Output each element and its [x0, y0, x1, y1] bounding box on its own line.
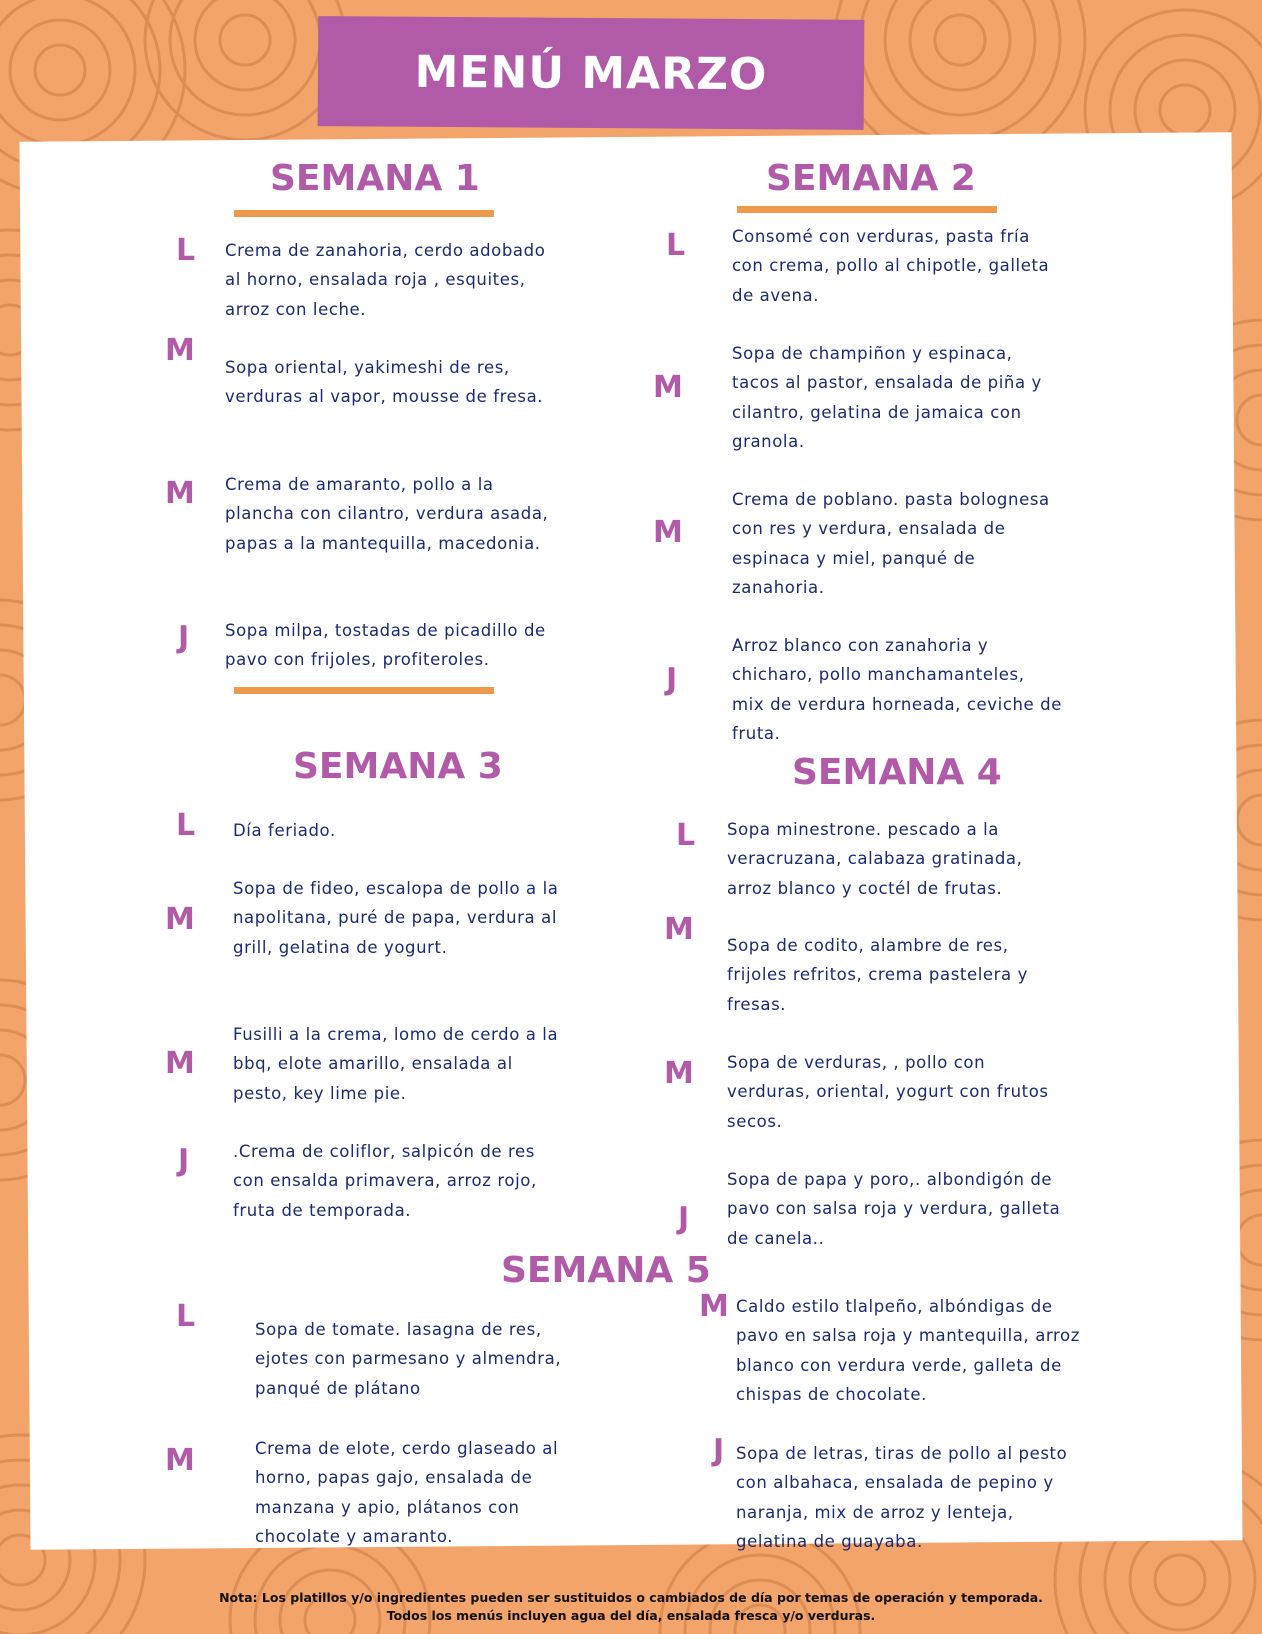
week-4-thursday-dishes: Sopa de papa y poro,. albondigón de pavo con salsa roja y verdura, galleta de canela.. — [727, 1170, 1061, 1248]
week-1-bottom-divider — [234, 687, 494, 694]
week-3-thursday-dishes: .Crema de coliflor, salpicón de res con ensalda primavera, arroz rojo, fruta de temporada. — [233, 1142, 537, 1220]
week-4-day-thursday: J — [678, 1201, 690, 1236]
week-3-wednesday-dishes: Fusilli a la crema, lomo de cerdo a la bbq, elote amarillo, ensalada al pesto, key lime pie. — [233, 1025, 559, 1103]
week-5-day-wednesday: M — [699, 1289, 729, 1324]
week-3-day-thursday: J — [178, 1143, 190, 1178]
week-3-day-wednesday: M — [165, 1046, 195, 1081]
week-5-day-thursday: J — [713, 1433, 725, 1468]
week-2-top-divider — [737, 206, 997, 213]
week-5-thursday-dishes: Sopa de letras, tiras de pollo al pesto con albahaca, ensalada de pepino y naranja, mix de arroz y lenteja, gelatina de guayaba. — [736, 1444, 1068, 1551]
week-1-day-tuesday: M — [165, 333, 195, 368]
week-2-day-monday: L — [666, 228, 686, 263]
week-2-tuesday-dishes: Sopa de champiñon y espinaca, tacos al pastor, ensalada de piña y cilantro, gelatina de jamaica con granola. — [732, 344, 1042, 451]
week-2-day-wednesday: M — [653, 515, 683, 550]
week-3-day-tuesday: M — [165, 902, 195, 937]
week-1-top-divider — [234, 210, 494, 217]
week-5-tuesday-dishes: Crema de elote, cerdo glaseado al horno, papas gajo, ensalada de manzana y apio, plátanos con chocolate y amaranto. — [255, 1439, 559, 1546]
week-5-day-monday: L — [176, 1299, 196, 1334]
week-5-monday-dishes: Sopa de tomate. lasagna de res, ejotes con parmesano y almendra, panqué de plátano — [255, 1320, 562, 1398]
title-banner — [318, 16, 865, 130]
week-5-day-tuesday: M — [165, 1443, 195, 1478]
week-2-day-thursday: J — [666, 662, 678, 697]
week-3-heading: SEMANA 3 — [293, 746, 503, 787]
week-4-tuesday-dishes: Sopa de codito, alambre de res, frijoles refritos, crema pastelera y fresas. — [727, 936, 1028, 1014]
week-3-tuesday-dishes: Sopa de fideo, escalopa de pollo a la napolitana, puré de papa, verdura al grill, gelatina de yogurt. — [233, 879, 559, 957]
week-1-day-monday: L — [176, 233, 196, 268]
week-3-monday-dishes: Día feriado. — [233, 821, 336, 840]
week-2-monday-dishes: Consomé con verduras, pasta fría con crema, pollo al chipotle, galleta de avena. — [732, 227, 1050, 305]
week-4-wednesday-dishes: Sopa de verduras, , pollo con verduras, oriental, yogurt con frutos secos. — [727, 1053, 1049, 1131]
week-1-heading: SEMANA 1 — [270, 158, 480, 199]
week-1-tuesday-dishes: Sopa oriental, yakimeshi de res, verduras al vapor, mousse de fresa. — [225, 358, 544, 407]
week-2-heading: SEMANA 2 — [766, 158, 976, 199]
week-3-day-monday: L — [176, 808, 196, 843]
week-5-heading: SEMANA 5 — [501, 1250, 711, 1291]
week-1-day-thursday: J — [178, 620, 190, 655]
week-1-wednesday-dishes: Crema de amaranto, pollo a la plancha con cilantro, verdura asada, papas a la mantequilla, macedonia. — [225, 475, 549, 553]
week-4-monday-dishes: Sopa minestrone. pescado a la veracruzana, calabaza gratinada, arroz blanco y coctél de frutas. — [727, 820, 1023, 898]
week-4-heading: SEMANA 4 — [792, 752, 1002, 793]
footer-note-line-1: Nota: Los platillos y/o ingredientes pueden ser sustituidos o cambiados de día por temas de operación y temporada. — [219, 1590, 1043, 1605]
week-4-day-wednesday: M — [664, 1056, 694, 1091]
week-4-day-tuesday: M — [664, 912, 694, 947]
week-5-wednesday-dishes: Caldo estilo tlalpeño, albóndigas de pavo en salsa roja y mantequilla, arroz blanco con verdura verde, galleta de chispas de chocolate. — [736, 1297, 1080, 1404]
week-2-thursday-dishes: Arroz blanco con zanahoria y chicharo, pollo manchamanteles, mix de verdura horneada, ceviche de fruta. — [732, 636, 1062, 743]
week-1-thursday-dishes: Sopa milpa, tostadas de picadillo de pavo con frijoles, profiteroles. — [225, 621, 546, 670]
footer-note-line-2: Todos los menús incluyen agua del día, ensalada fresca y/o verduras. — [386, 1608, 876, 1623]
week-2-day-tuesday: M — [653, 370, 683, 405]
week-2-wednesday-dishes: Crema de poblano. pasta bolognesa con res y verdura, ensalada de espinaca y miel, panqué de zanahoria. — [732, 490, 1050, 597]
week-1-day-wednesday: M — [165, 476, 195, 511]
week-4-day-monday: L — [676, 818, 696, 853]
page-title: MENÚ MARZO — [414, 46, 768, 100]
week-1-monday-dishes: Crema de zanahoria, cerdo adobado al horno, ensalada roja , esquites, arroz con leche. — [225, 241, 546, 319]
